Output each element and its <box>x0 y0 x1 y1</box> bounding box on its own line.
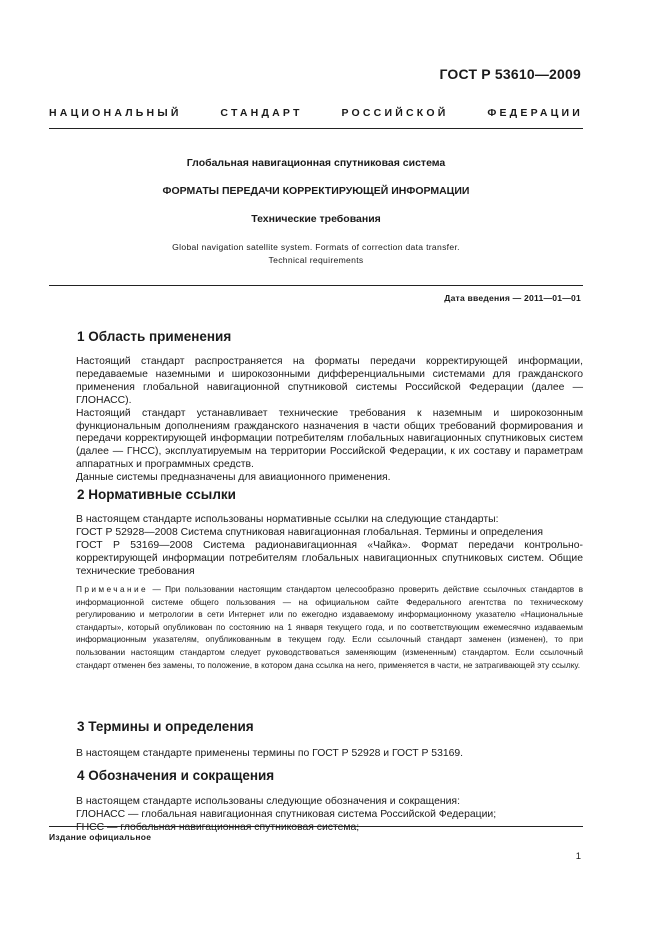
edition-label: Издание официальное <box>49 832 152 842</box>
english-title <box>49 241 583 267</box>
effective-date: Дата введения — 2011—01—01 <box>444 293 581 303</box>
english-title-line-1: Global navigation satellite system. Formats of correction data transfer. <box>172 242 460 252</box>
section-1-p1: Настоящий стандарт распространяется на форматы передачи корректирующей информации, передаваемые наземными и широкозонными дифференциальными системами для гражданского применения глобальной навигационной спутниковой системы Российской Федерации (далее — ГЛОНАСС). <box>76 356 583 406</box>
section-4-heading: 4 Обозначения и сокращения <box>77 768 275 783</box>
section-4-p3: ГНСС — глобальная навигационная спутниковая система; <box>76 821 360 833</box>
section-2-body <box>76 514 583 579</box>
section-4-p1: В настоящем стандарте использованы следующие обозначения и сокращения: <box>76 796 460 807</box>
note-text: — При пользовании настоящим стандартом целесообразно проверить действие ссылочных стандартов в информационной системе общего пользования — на официальном сайте Федерального агентства по техническому регулированию и метрологии в сети Интернет или по ежегодно издаваемому информационному указателю «Национальные стандарты», который опубликован по состоянию на 1 января текущего года, и по соответствующим ежемесячно издаваемым информационным указателям, опубликованным в текущем году. Если ссылочный стандарт заменен (изменен), то при пользовании настоящим стандартом следует руководствоваться заменяющим (измененным) стандартом. Если ссылочный стандарт отменен без замены, то положение, в котором дана ссылка на него, применяется в части, не затрагивающей эту ссылку. <box>76 584 583 670</box>
section-1-p2: Настоящий стандарт устанавливает технические требования к наземным и широкозонным функциональным дополнениям гражданского назначения в части общих требований формирования и передачи корректирующей информации потребителям глобальных навигационных спутниковых систем (далее — ГНСС), эксплуатируемым на территории Российской Федерации, к их составу и параметрам аппаратных и программных средств. <box>76 407 583 471</box>
divider-date <box>49 285 583 286</box>
section-2-note <box>76 583 583 671</box>
section-3-heading: 3 Термины и определения <box>77 719 254 734</box>
title-line-1: Глобальная навигационная спутниковая система <box>186 157 446 169</box>
section-2-heading: 2 Нормативные ссылки <box>77 487 236 502</box>
divider-top <box>49 128 583 129</box>
section-1-body <box>76 356 583 485</box>
title-line-2: ФОРМАТЫ ПЕРЕДАЧИ КОРРЕКТИРУЮЩЕЙ ИНФОРМАЦИИ <box>162 185 470 197</box>
section-3-p1: В настоящем стандарте применены термины по ГОСТ Р 52928 и ГОСТ Р 53169. <box>76 748 464 759</box>
document-code: ГОСТ Р 53610—2009 <box>439 66 581 82</box>
section-2-p3: ГОСТ Р 53169—2008 Система радионавигационная «Чайка». Формат передачи контрольно-корректирующей информации потребителям глобальных навигационных спутниковых систем. Общие технические требования <box>76 539 583 577</box>
section-3-body <box>76 748 583 761</box>
section-1-p3: Данные системы предназначены для авиационного применения. <box>76 472 391 484</box>
section-2-p2: ГОСТ Р 52928—2008 Система спутниковая навигационная глобальная. Термины и определения <box>76 526 543 538</box>
section-1-heading: 1 Область применения <box>77 329 232 344</box>
note-label: Примечание <box>76 584 149 594</box>
national-standard-banner: НАЦИОНАЛЬНЫЙ СТАНДАРТ РОССИЙСКОЙ ФЕДЕРАЦИИ <box>49 107 583 119</box>
english-title-line-2: Technical requirements <box>268 255 364 265</box>
title-line-3: Технические требования <box>251 213 381 225</box>
section-4-p2: ГЛОНАСС — глобальная навигационная спутниковая система Российской Федерации; <box>76 808 497 820</box>
page-number: 1 <box>575 851 581 862</box>
section-2-p1: В настоящем стандарте использованы нормативные ссылки на следующие стандарты: <box>76 514 499 525</box>
divider-footer <box>49 826 583 827</box>
section-4-body <box>76 796 583 835</box>
